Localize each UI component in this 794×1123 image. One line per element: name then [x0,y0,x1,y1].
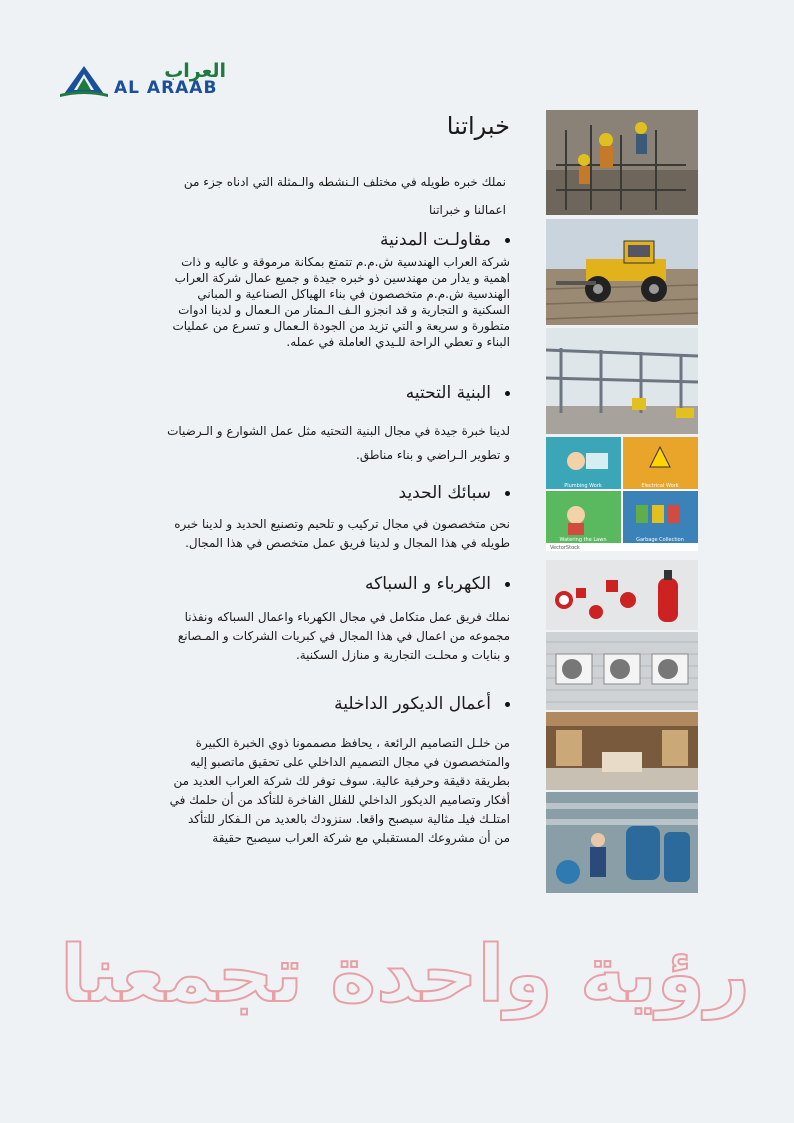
caption-electrical: Electrical Work [641,483,679,489]
section-paragraph [105,254,510,350]
section-heading [105,483,510,503]
section-decor [105,694,510,848]
para-line: البناء و تعطي الراحة للـيدي العاملة في عمله. [286,335,510,349]
para-line: الهندسية ش.م.م متخصصون في بناء الهياكل الصناعية و المباني [197,287,510,301]
bullet-icon [505,702,510,707]
section-electrical [105,574,510,665]
slogan-banner [40,930,770,1040]
intro-line: اعمالنا و خبراتنا [428,203,506,217]
company-logo [60,60,230,104]
bullet-icon [505,391,510,396]
photo-steel-frame [546,328,698,434]
para-line: مجموعه من اعمال في هذا المجال في كبريات الشركات و المـصانع [177,629,510,643]
logo-arabic-text: العراب [164,60,226,82]
para-line: من أن مشروعك المستقبلي مع شركة العراب سيصبح حقيقة [212,831,510,845]
caption-stock: VectorStock [550,545,580,551]
para-line: و تطوير الـراضي و بناء مناطق. [356,448,510,462]
page-title: خبراتنا [446,112,510,140]
photo-road-grader [546,219,698,325]
para-line: متطورة و سريعة و التي تزيد من الجودة الـعمال و تسرع من عمليات [172,319,510,333]
bullet-icon [505,238,510,243]
para-line: و بنايات و محلـت التجارية و منازل السكنية. [295,648,510,662]
section-heading-text: سبائك الحديد [398,483,491,503]
photo-interior-showroom [546,712,698,790]
para-line: من خلـل التصاميم الرائعة ، يحافظ مصممونا ذوي الخبرة الكبيرة [195,736,510,750]
para-line: والمتخصصون في مجال التصميم الداخلي على تحقيق ماتصبو إليه [190,755,510,769]
intro-section [105,112,510,224]
section-heading-text: الكهرباء و السباكه [364,574,491,594]
para-line: أفكار وتصاميم الديكور الداخلي للفلل الفاخرة للتأكد من أن حلمك في [169,793,510,807]
logo-mark-icon [60,64,108,102]
logo-english-text: AL ARAAB [114,78,218,98]
section-heading [105,383,510,403]
section-paragraph [105,419,510,467]
section-paragraph [105,734,510,848]
bullet-icon [505,491,510,496]
para-line: اهمية و يدار من مهندسين ذو خبره جيدة و جميع عمال شركة العراب [174,271,510,285]
para-line: امتلـك فيلـ مثالية سيصبح واقعا. سنزودك بالعديد من الـفكار للتأكد [188,812,510,826]
caption-garbage: Garbage Collection [636,537,684,543]
section-infrastructure [105,383,510,467]
section-heading-text: مقاولـت المدنية [380,230,491,250]
section-paragraph [105,515,510,553]
para-line: بطريقة دقيقة وحرفية عالية. سوف توفر لك شركة العراب العديد من [173,774,510,788]
intro-line: نملك خبره طويله في مختلف الـنشطه والـمثلة التي ادناه جزء من [183,175,506,189]
section-civil [105,230,510,350]
bullet-icon [505,582,510,587]
slogan-text: رؤية واحدة تجمعنا [60,930,750,1020]
para-line: لدينا خبرة جيدة في مجال البنية التحتيه مثل عمل الشوارع و الـرضيات [167,424,510,438]
para-line: شركة العراب الهندسية ش.م.م تتمتع بمكانة مرموقة و عاليه و ذات [181,255,510,269]
photo-fire-safety [546,560,698,630]
section-heading-text: أعمال الديكور الداخلية [334,694,491,714]
section-heading [105,230,510,250]
section-heading [105,694,510,714]
para-line: طويله في هذا المجال و لدينا فريق عمل متخصص في هذا المجال. [185,536,510,550]
para-line: نحن متخصصون في مجال تركيب و تلحيم وتصنيع الحديد و لدينا خبره [174,517,510,531]
caption-watering: Watering the Lawn [559,537,607,543]
caption-plumbing: Plumbing Work [564,483,602,489]
section-steel [105,483,510,553]
photo-services-illustration [546,437,698,551]
para-line: نملك فريق عمل متكامل في مجال الكهرباء واعمال السباكه ونفذنا [184,610,510,624]
section-paragraph [105,608,510,665]
photo-pipes-technician [546,792,698,893]
section-heading-text: البنية التحتيه [405,383,491,403]
intro-paragraph [105,168,510,224]
photo-construction-workers [546,110,698,215]
section-heading [105,574,510,594]
para-line: السكنية و التجارية و قد انجزو الـف الـمتار من الـعمال و لدينا ادوات [178,303,510,317]
photo-ac-units [546,632,698,710]
